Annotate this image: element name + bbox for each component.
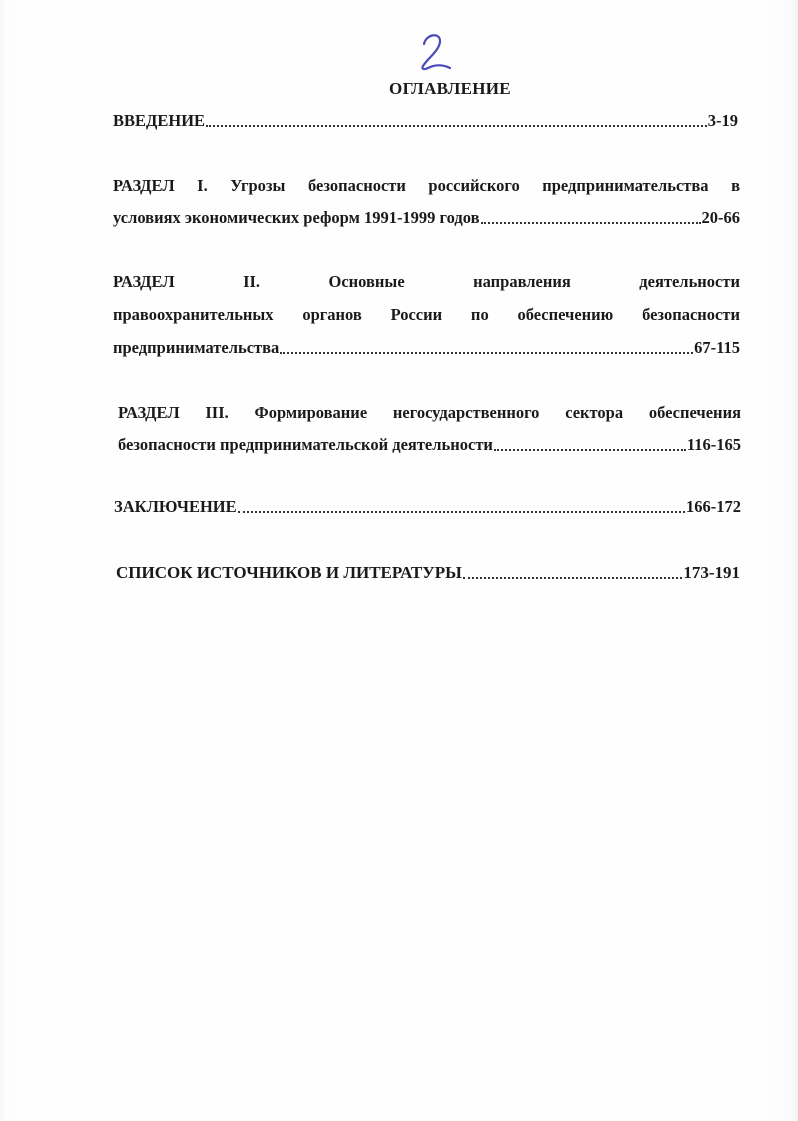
leader-dots bbox=[280, 352, 693, 354]
toc-entry-section-3-line-1: РАЗДЕЛ III. Формирование негосударственного сектора обеспечения bbox=[118, 403, 741, 422]
toc-entry-section-1-line-1: РАЗДЕЛ I. Угрозы безопасности российского предпринимательства в bbox=[113, 176, 740, 195]
word: II. bbox=[243, 272, 261, 291]
word: деятельности bbox=[639, 272, 740, 291]
leader-dots bbox=[463, 577, 683, 579]
toc-entry-section-2-line-2: правоохранительных органов России по обеспечению безопасности bbox=[113, 305, 740, 324]
toc-entry-introduction bbox=[113, 111, 738, 131]
toc-title: ОГЛАВЛЕНИЕ bbox=[389, 79, 511, 98]
toc-entry-pages: 20-66 bbox=[701, 208, 740, 227]
toc-entry-label: условиях экономических реформ 1991-1999 годов bbox=[113, 208, 480, 227]
toc-entry-label: СПИСОК ИСТОЧНИКОВ И ЛИТЕРАТУРЫ bbox=[116, 563, 462, 582]
toc-entry-bibliography bbox=[116, 563, 740, 583]
toc-entry-conclusion bbox=[114, 497, 741, 517]
toc-entry-section-2-line-1 bbox=[113, 272, 740, 292]
word: РАЗДЕЛ bbox=[113, 272, 175, 291]
toc-entry-section-1 bbox=[113, 208, 740, 228]
toc-entry-pages: 3-19 bbox=[707, 111, 738, 130]
toc-entry-label: ЗАКЛЮЧЕНИЕ bbox=[114, 497, 237, 516]
leader-dots bbox=[494, 449, 686, 451]
toc-entry-pages: 166-172 bbox=[686, 497, 741, 516]
handwritten-page-number-glyph bbox=[418, 28, 458, 80]
toc-entry-section-2 bbox=[113, 338, 740, 358]
toc-entry-label: безопасности предпринимательской деятельности bbox=[118, 435, 493, 454]
word: Основные bbox=[328, 272, 405, 291]
toc-entry-pages: 67-115 bbox=[694, 338, 740, 357]
word: направления bbox=[473, 272, 571, 291]
toc-entry-label: ВВЕДЕНИЕ bbox=[113, 111, 206, 130]
toc-entry-section-3 bbox=[118, 435, 741, 455]
toc-entry-pages: 173-191 bbox=[683, 563, 740, 582]
handwritten-page-number bbox=[418, 28, 458, 80]
leader-dots bbox=[481, 222, 701, 224]
toc-entry-pages: 116-165 bbox=[686, 435, 741, 454]
toc-entry-label: предпринимательства bbox=[113, 338, 280, 357]
leader-dots bbox=[206, 125, 707, 127]
leader-dots bbox=[238, 511, 685, 513]
